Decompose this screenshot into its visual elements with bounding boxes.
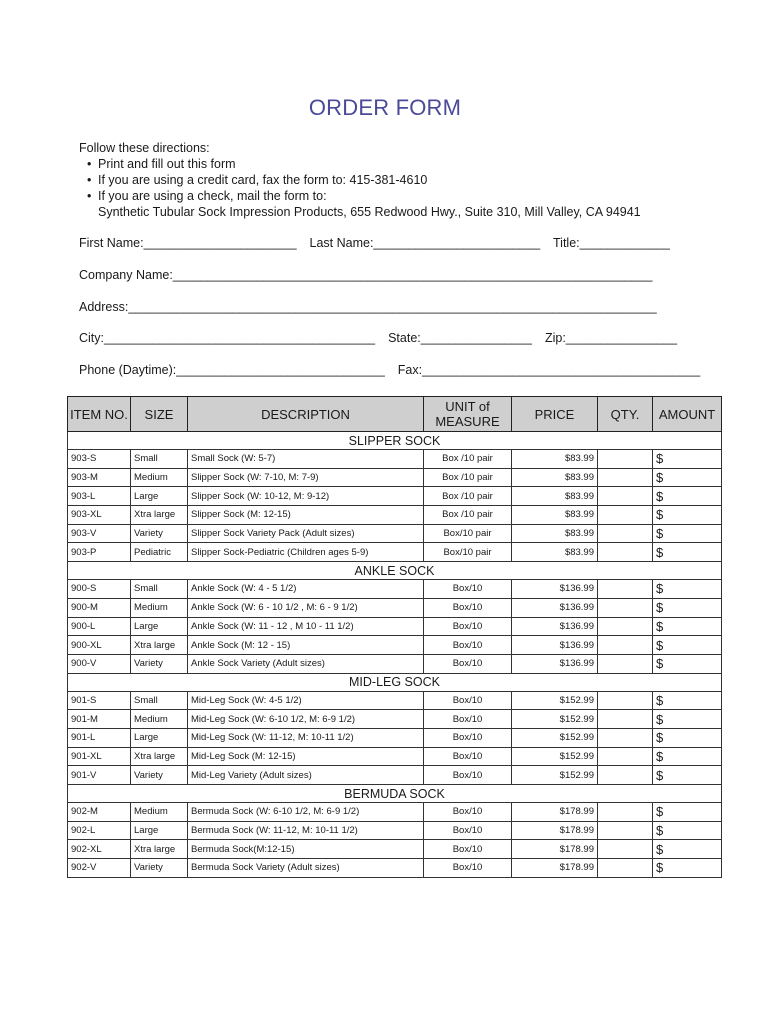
unit-cell: Box/10 — [424, 728, 512, 747]
header-price: PRICE — [512, 397, 598, 432]
size-cell: Small — [131, 691, 188, 710]
section-header-row — [68, 785, 722, 803]
price-cell: $152.99 — [512, 766, 598, 785]
description-cell: Slipper Sock (W: 7-10, M: 7-9) — [188, 468, 424, 487]
qty-cell[interactable] — [598, 468, 653, 487]
directions-heading: Follow these directions: — [79, 141, 210, 155]
item-no-cell: 903-M — [68, 468, 131, 487]
table-row — [68, 840, 722, 859]
amount-cell[interactable]: $ — [653, 487, 722, 506]
price-cell: $152.99 — [512, 691, 598, 710]
table-row — [68, 468, 722, 487]
price-cell: $83.99 — [512, 524, 598, 543]
direction-bullet: • If you are using a credit card, fax the form to: 415-381-4610 — [79, 172, 641, 188]
unit-cell: Box/10 — [424, 598, 512, 617]
section-title: BERMUDA SOCK — [68, 785, 722, 803]
size-cell: Variety — [131, 654, 188, 673]
size-cell: Medium — [131, 803, 188, 822]
section-header-row — [68, 562, 722, 580]
amount-cell[interactable]: $ — [653, 654, 722, 673]
table-row — [68, 524, 722, 543]
description-cell: Small Sock (W: 5-7) — [188, 450, 424, 469]
description-cell: Mid-Leg Sock (W: 4-5 1/2) — [188, 691, 424, 710]
price-cell: $152.99 — [512, 710, 598, 729]
title-field[interactable]: Title:_____________ — [553, 236, 670, 250]
item-no-cell: 900-S — [68, 580, 131, 599]
company-row — [79, 268, 652, 282]
table-row — [68, 691, 722, 710]
size-cell: Variety — [131, 766, 188, 785]
description-cell: Bermuda Sock (W: 11-12, M: 10-11 1/2) — [188, 821, 424, 840]
unit-cell: Box/10 — [424, 840, 512, 859]
qty-cell[interactable] — [598, 450, 653, 469]
direction-bullet: • If you are using a check, mail the form to: — [79, 188, 641, 204]
qty-cell[interactable] — [598, 506, 653, 525]
header-amount: AMOUNT — [653, 397, 722, 432]
section-header-row — [68, 432, 722, 450]
description-cell: Bermuda Sock Variety (Adult sizes) — [188, 859, 424, 878]
amount-cell[interactable]: $ — [653, 598, 722, 617]
size-cell: Medium — [131, 710, 188, 729]
qty-cell[interactable] — [598, 803, 653, 822]
unit-cell: Box/10 pair — [424, 543, 512, 562]
price-cell: $178.99 — [512, 840, 598, 859]
item-no-cell: 900-M — [68, 598, 131, 617]
table-row — [68, 821, 722, 840]
item-no-cell: 900-XL — [68, 636, 131, 655]
table-row — [68, 728, 722, 747]
item-no-cell: 901-L — [68, 728, 131, 747]
table-row — [68, 506, 722, 525]
size-cell: Medium — [131, 598, 188, 617]
item-no-cell: 900-V — [68, 654, 131, 673]
description-cell: Bermuda Sock(M:12-15) — [188, 840, 424, 859]
item-no-cell: 903-L — [68, 487, 131, 506]
size-cell: Xtra large — [131, 506, 188, 525]
unit-cell: Box/10 — [424, 636, 512, 655]
description-cell: Slipper Sock (M: 12-15) — [188, 506, 424, 525]
unit-cell: Box/10 — [424, 654, 512, 673]
item-no-cell: 903-XL — [68, 506, 131, 525]
first-name-field[interactable]: First Name:______________________ — [79, 236, 297, 250]
unit-cell: Box/10 — [424, 747, 512, 766]
table-header-row — [68, 397, 722, 432]
size-cell: Large — [131, 487, 188, 506]
table-row — [68, 747, 722, 766]
amount-cell[interactable]: $ — [653, 543, 722, 562]
description-cell: Bermuda Sock (W: 6-10 1/2, M: 6-9 1/2) — [188, 803, 424, 822]
qty-cell[interactable] — [598, 728, 653, 747]
city-row — [79, 331, 677, 345]
table-row — [68, 543, 722, 562]
amount-cell[interactable]: $ — [653, 580, 722, 599]
table-row — [68, 580, 722, 599]
phone-row — [79, 363, 700, 377]
size-cell: Large — [131, 617, 188, 636]
amount-cell[interactable]: $ — [653, 803, 722, 822]
table-row — [68, 617, 722, 636]
header-unit-line2: MEASURE — [435, 414, 500, 429]
header-unit — [424, 397, 512, 432]
table-row — [68, 450, 722, 469]
unit-cell: Box/10 — [424, 691, 512, 710]
size-cell: Xtra large — [131, 840, 188, 859]
qty-cell[interactable] — [598, 598, 653, 617]
item-no-cell: 903-P — [68, 543, 131, 562]
qty-cell[interactable] — [598, 524, 653, 543]
price-cell: $83.99 — [512, 487, 598, 506]
size-cell: Large — [131, 728, 188, 747]
price-cell: $178.99 — [512, 803, 598, 822]
price-cell: $152.99 — [512, 728, 598, 747]
amount-cell[interactable]: $ — [653, 450, 722, 469]
header-unit-line1: UNIT of — [445, 399, 490, 414]
qty-cell[interactable] — [598, 487, 653, 506]
price-cell: $83.99 — [512, 468, 598, 487]
item-no-cell: 902-XL — [68, 840, 131, 859]
price-cell: $178.99 — [512, 859, 598, 878]
section-title: SLIPPER SOCK — [68, 432, 722, 450]
description-cell: Ankle Sock (W: 6 - 10 1/2 , M: 6 - 9 1/2) — [188, 598, 424, 617]
qty-cell[interactable] — [598, 766, 653, 785]
description-cell: Ankle Sock (W: 4 - 5 1/2) — [188, 580, 424, 599]
state-field[interactable]: State:________________ — [388, 331, 532, 345]
item-no-cell: 902-L — [68, 821, 131, 840]
description-cell: Slipper Sock-Pediatric (Children ages 5-9) — [188, 543, 424, 562]
zip-field[interactable]: Zip:________________ — [544, 331, 678, 345]
price-cell: $136.99 — [512, 617, 598, 636]
item-no-cell: 901-V — [68, 766, 131, 785]
amount-cell[interactable]: $ — [653, 636, 722, 655]
amount-cell[interactable]: $ — [653, 728, 722, 747]
item-no-cell: 902-M — [68, 803, 131, 822]
qty-cell[interactable] — [598, 710, 653, 729]
qty-cell[interactable] — [598, 617, 653, 636]
qty-cell[interactable] — [598, 636, 653, 655]
unit-cell: Box/10 — [424, 766, 512, 785]
item-no-cell: 903-S — [68, 450, 131, 469]
description-cell: Ankle Sock (M: 12 - 15) — [188, 636, 424, 655]
table-row — [68, 859, 722, 878]
amount-cell[interactable]: $ — [653, 766, 722, 785]
header-item-no: ITEM NO. — [68, 397, 131, 432]
unit-cell: Box/10 — [424, 580, 512, 599]
description-cell: Mid-Leg Sock (W: 11-12, M: 10-11 1/2) — [188, 728, 424, 747]
unit-cell: Box/10 — [424, 617, 512, 636]
table-row — [68, 766, 722, 785]
amount-cell[interactable]: $ — [653, 617, 722, 636]
unit-cell: Box/10 pair — [424, 524, 512, 543]
unit-cell: Box/10 — [424, 859, 512, 878]
qty-cell[interactable] — [598, 543, 653, 562]
unit-cell: Box /10 pair — [424, 450, 512, 469]
unit-cell: Box /10 pair — [424, 468, 512, 487]
size-cell: Xtra large — [131, 636, 188, 655]
qty-cell[interactable] — [598, 580, 653, 599]
section-header-row — [68, 673, 722, 691]
qty-cell[interactable] — [598, 859, 653, 878]
price-cell: $136.99 — [512, 580, 598, 599]
amount-cell[interactable]: $ — [653, 710, 722, 729]
item-no-cell: 902-V — [68, 859, 131, 878]
unit-cell: Box/10 — [424, 821, 512, 840]
address-field[interactable]: Address:____________________________________________________________________________ — [79, 300, 657, 314]
amount-cell[interactable]: $ — [653, 747, 722, 766]
price-cell: $83.99 — [512, 450, 598, 469]
unit-cell: Box /10 pair — [424, 487, 512, 506]
order-table — [67, 396, 722, 878]
header-qty: QTY. — [598, 397, 653, 432]
last-name-field[interactable]: Last Name:________________________ — [309, 236, 541, 250]
size-cell: Xtra large — [131, 747, 188, 766]
qty-cell[interactable] — [598, 840, 653, 859]
direction-bullet: • Print and fill out this form — [79, 156, 641, 172]
amount-cell[interactable]: $ — [653, 506, 722, 525]
city-field[interactable]: City:_______________________________________ — [79, 331, 376, 345]
price-cell: $136.99 — [512, 598, 598, 617]
price-cell: $178.99 — [512, 821, 598, 840]
qty-cell[interactable] — [598, 821, 653, 840]
price-cell: $136.99 — [512, 654, 598, 673]
price-cell: $83.99 — [512, 543, 598, 562]
qty-cell[interactable] — [598, 747, 653, 766]
size-cell: Variety — [131, 524, 188, 543]
header-description: DESCRIPTION — [188, 397, 424, 432]
size-cell: Variety — [131, 859, 188, 878]
table-row — [68, 654, 722, 673]
item-no-cell: 901-S — [68, 691, 131, 710]
price-cell: $136.99 — [512, 636, 598, 655]
unit-cell: Box/10 — [424, 710, 512, 729]
description-cell: Mid-Leg Variety (Adult sizes) — [188, 766, 424, 785]
amount-cell[interactable]: $ — [653, 821, 722, 840]
section-title: MID-LEG SOCK — [68, 673, 722, 691]
item-no-cell: 903-V — [68, 524, 131, 543]
price-cell: $83.99 — [512, 506, 598, 525]
amount-cell[interactable]: $ — [653, 468, 722, 487]
item-no-cell: 900-L — [68, 617, 131, 636]
table-row — [68, 598, 722, 617]
phone-field[interactable]: Phone (Daytime):______________________________ — [79, 363, 385, 377]
form-title: ORDER FORM — [308, 95, 462, 120]
table-row — [68, 803, 722, 822]
name-fields-row — [79, 236, 670, 250]
item-no-cell: 901-XL — [68, 747, 131, 766]
size-cell: Medium — [131, 468, 188, 487]
description-cell: Mid-Leg Sock (W: 6-10 1/2, M: 6-9 1/2) — [188, 710, 424, 729]
size-cell: Small — [131, 450, 188, 469]
company-name-field[interactable]: Company Name:_____________________________________________________________________ — [79, 268, 653, 282]
item-no-cell: 901-M — [68, 710, 131, 729]
table-body — [68, 432, 722, 878]
size-cell: Small — [131, 580, 188, 599]
table-row — [68, 710, 722, 729]
unit-cell: Box /10 pair — [424, 506, 512, 525]
amount-cell[interactable]: $ — [653, 840, 722, 859]
address-row — [79, 300, 657, 314]
qty-cell[interactable] — [598, 654, 653, 673]
description-cell: Ankle Sock (W: 11 - 12 , M 10 - 11 1/2) — [188, 617, 424, 636]
qty-cell[interactable] — [598, 691, 653, 710]
description-cell: Slipper Sock Variety Pack (Adult sizes) — [188, 524, 424, 543]
size-cell: Large — [131, 821, 188, 840]
amount-cell[interactable]: $ — [653, 859, 722, 878]
mailing-address: Synthetic Tubular Sock Impression Products, 655 Redwood Hwy., Suite 310, Mill Valley, CA 94941 — [98, 205, 641, 219]
amount-cell[interactable]: $ — [653, 524, 722, 543]
description-cell: Slipper Sock (W: 10-12, M: 9-12) — [188, 487, 424, 506]
price-cell: $152.99 — [512, 747, 598, 766]
section-title: ANKLE SOCK — [68, 562, 722, 580]
directions — [79, 140, 641, 220]
table-row — [68, 487, 722, 506]
header-size: SIZE — [131, 397, 188, 432]
description-cell: Mid-Leg Sock (M: 12-15) — [188, 747, 424, 766]
unit-cell: Box/10 — [424, 803, 512, 822]
amount-cell[interactable]: $ — [653, 691, 722, 710]
size-cell: Pediatric — [131, 543, 188, 562]
table-row — [68, 636, 722, 655]
fax-field[interactable]: Fax:________________________________________ — [397, 363, 701, 377]
description-cell: Ankle Sock Variety (Adult sizes) — [188, 654, 424, 673]
